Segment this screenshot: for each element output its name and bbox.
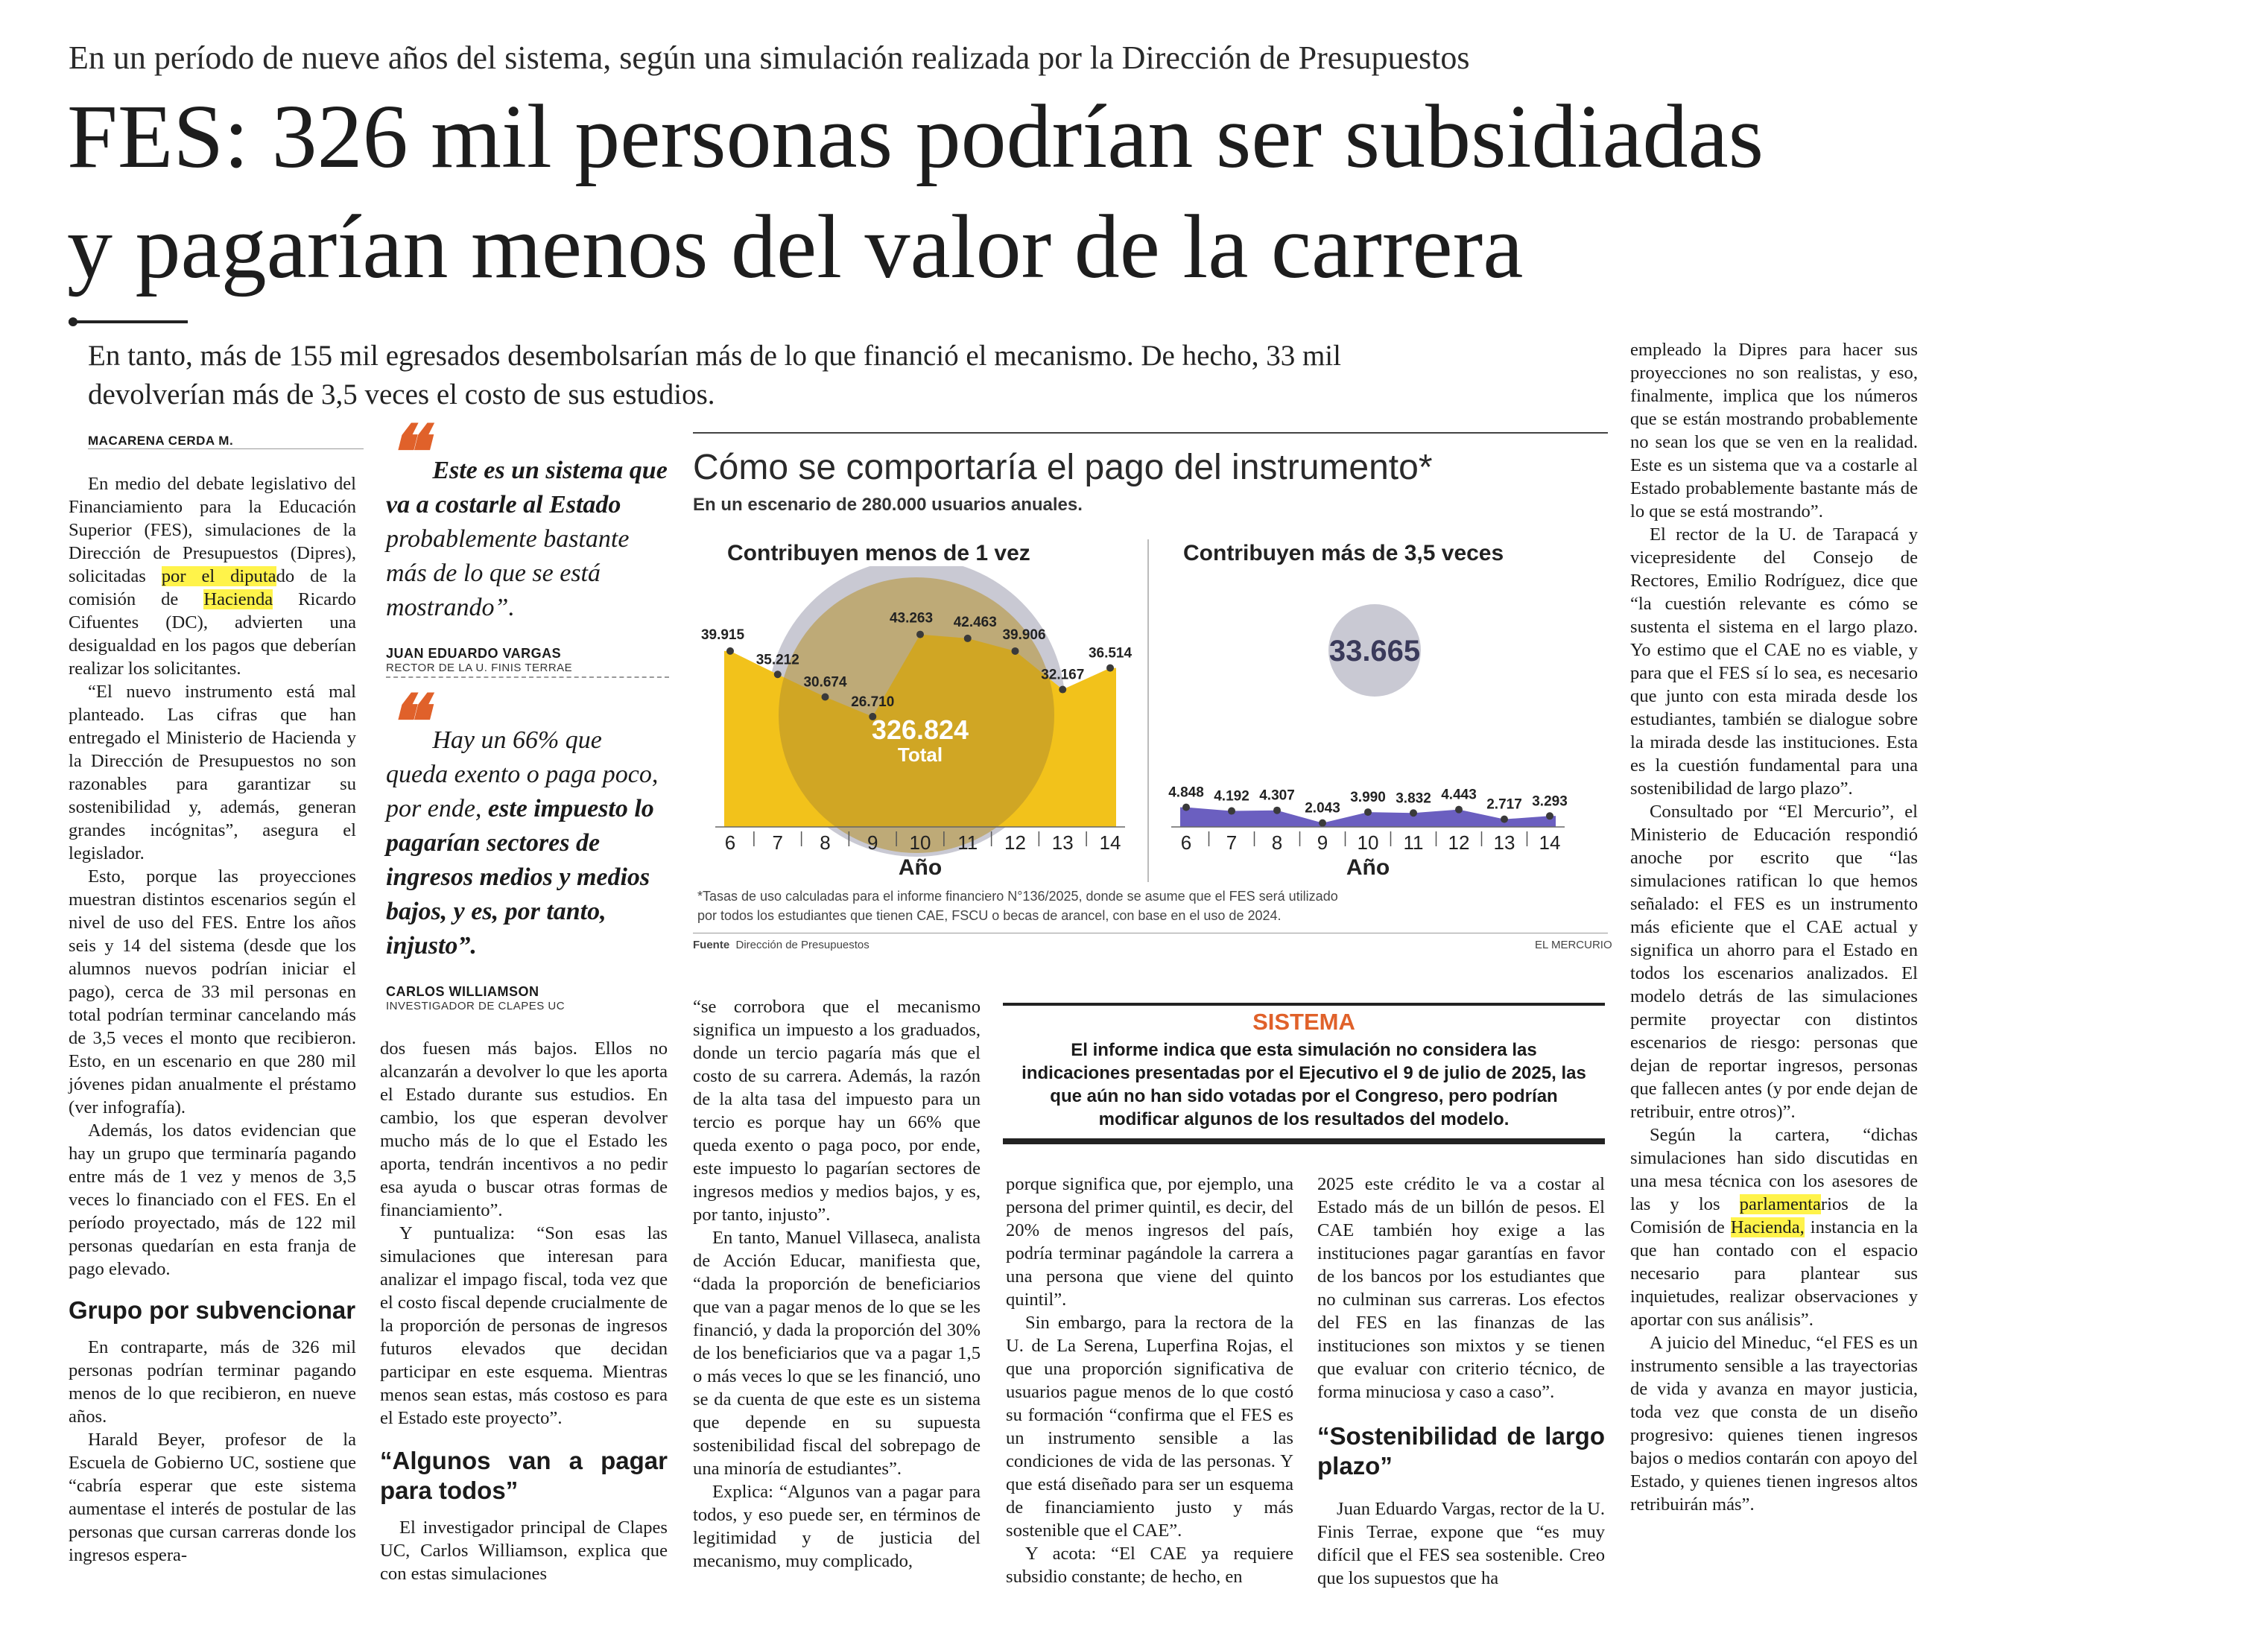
quote-mark-icon: ❝	[386, 412, 426, 495]
paragraph: Sin embargo, para la rectora de la U. de La Serena, Luperfina Rojas, el que una proporción significativa de usuarios pague menos de lo que costó su formación “confirma que el FES es un instrumento sensible a las condiciones de vida de las personas. Y que está diseñado para ser un esquema de financiamiento justo y más sostenible que el CAE”.	[1006, 1313, 1293, 1541]
paragraph: “se corrobora que el mecanismo significa un impuesto a los graduados, donde un tercio pagaría más que el costo de su carrera. Además, la razón de la alta tasa del impuesto para un tercio es porque hay un 66% que queda exento o paga poco, por ende, este impuesto lo pagarían sectores de ingresos medios y medios bajos, y es, por tanto, injusto”.	[693, 997, 981, 1225]
paragraph: El investigador principal de Clapes UC, Carlos Williamson, explica que con estas simulaciones	[380, 1518, 668, 1584]
paragraph: A juicio del Mineduc, “el FES es un instrumento sensible a las trayectorias de vida y avanza en mayor justicia, toda vez que consta de un diseño progresivo: quienes tienen ingresos bajos o medios contarán con apoyo del Estado, y quienes tienen ingresos altos retribuirán más”.	[1630, 1333, 1918, 1515]
text-run: Según la cartera, “dichas simulaciones han sido discutidas en una mesa técnica con los asesores de las y los	[1630, 1125, 1918, 1214]
data-label: 30.674	[803, 674, 847, 691]
x-tick-label: 12	[1004, 831, 1026, 854]
x-tick-label: 11	[957, 831, 978, 854]
data-point	[822, 694, 829, 701]
article-column-6	[1630, 338, 1918, 1516]
subheading: Grupo por subvencionar	[69, 1296, 356, 1324]
chart-panel-more-than-3-5	[1168, 604, 1568, 880]
data-point	[1364, 808, 1372, 816]
x-tick-label: 7	[1226, 831, 1238, 854]
quote-emphasis: este impuesto lo pagarían sectores de ingresos medios y medios bajos, y es, por tanto, injusto”.	[386, 795, 654, 960]
x-tick-label: 13	[1493, 831, 1515, 854]
x-tick-label: 7	[772, 831, 783, 854]
x-tick-label: 13	[1051, 831, 1074, 854]
pull-quote-1	[386, 412, 669, 674]
divider	[386, 676, 669, 678]
paragraph: El rector de la U. de Tarapacá y vicepresidente del Consejo de Rectores, Emilio Rodríguez, dice que “la cuestión relevante es cómo se sustenta el sistema en el largo plazo. Yo estimo que el CAE no es viable, y para que el FES sí lo sea, es necesario que junto con esta mirada desde los estudiantes, también se dialogue sobre la mirada desde las instituciones. Esta es la cuestión fundamental para una sostenibilidad de largo plazo”.	[1630, 524, 1918, 799]
infographic-top-rule	[693, 432, 1608, 434]
sistema-title: SISTEMA	[1252, 1009, 1355, 1035]
x-tick-label: 14	[1099, 831, 1121, 854]
paragraph: Y acota: “El CAE ya requiere subsidio constante; de hecho, en	[1006, 1544, 1293, 1587]
article-column-5	[1317, 1173, 1605, 1590]
sistema-text: El informe indica que esta simulación no considera las indicaciones presentadas por el Ejecutivo el 9 de julio de 2025, las que aún no han sido votadas por el Congreso, pero podrían modificar algunos de los resultados del modelo.	[1021, 1040, 1586, 1129]
byline: MACARENA CERDA M.	[88, 434, 234, 448]
infographic-chart	[693, 566, 1608, 894]
headline-rule	[69, 320, 188, 323]
total-label: Total	[897, 743, 943, 766]
sistema-bottom-rule	[1003, 1138, 1605, 1144]
x-tick-label: 10	[1357, 831, 1379, 854]
x-axis-label: Año	[898, 855, 943, 880]
data-point	[1228, 808, 1235, 815]
byline-rule	[88, 448, 364, 449]
infographic-footnote	[697, 887, 1338, 925]
paragraph: “El nuevo instrumento está mal planteado. Las cifras que han entregado el Ministerio de Hacienda y la Dirección de Presupuestos no son razonables para garantizar su sostenibilidad y, además, generan grandes incógnitas”, asegura el legislador.	[69, 682, 356, 863]
data-label: 2.717	[1486, 796, 1522, 813]
panel-title-left: Contribuyen menos de 1 vez	[727, 541, 1030, 565]
paragraph: dos fuesen más bajos. Ellos no alcanzarán a devolver lo que les aporta el Estado durante sus estudios. En cambio, los que esperan devolver mucho más de lo que el Estado les aporta, tendrán incentivos a no pedir esa ayuda o buscar otras formas de financiamiento”.	[380, 1039, 668, 1220]
data-label: 32.167	[1041, 667, 1085, 683]
data-label: 4.192	[1214, 788, 1249, 805]
data-point	[1501, 816, 1508, 823]
headline-line-2: y pagarían menos del valor de la carrera	[67, 197, 1524, 297]
data-point	[1410, 809, 1417, 816]
x-tick-label: 6	[724, 831, 736, 854]
x-tick-label: 10	[909, 831, 931, 854]
highlighted-text: Hacienda	[203, 589, 273, 609]
paragraph: Harald Beyer, profesor de la Escuela de Gobierno UC, sostiene que “cabría esperar que este sistema aumentase el interés de postular de las personas que cursan carreras donde los ingresos espera-	[69, 1430, 356, 1565]
data-label: 42.463	[953, 614, 997, 630]
quote-author: CARLOS WILLIAMSON	[386, 984, 539, 999]
highlighted-text: por el diputa	[161, 566, 276, 586]
data-point	[774, 670, 782, 678]
highlighted-text: Hacienda,	[1730, 1217, 1805, 1237]
data-label: 4.443	[1441, 787, 1477, 803]
paragraph: empleado la Dipres para hacer sus proyecciones no son realistas, y eso, finalmente, implica que los números que se están mostrando probablemente no sean los que se ven en la realidad. Este es un sistema que va a costarle al Estado probablemente bastante más de lo que se está mostrando”.	[1630, 340, 1918, 521]
x-axis-label: Año	[1346, 855, 1390, 880]
subheading: “Sostenibilidad de largo plazo”	[1317, 1422, 1605, 1480]
quote-author: JUAN EDUARDO VARGAS	[386, 646, 562, 661]
headline-rule-dot	[69, 317, 77, 326]
data-label: 4.307	[1259, 787, 1295, 804]
data-label: 43.263	[889, 610, 934, 627]
source-text: Dirección de Presupuestos	[735, 939, 869, 951]
x-tick-label: 9	[1317, 831, 1328, 854]
text-run: En medio del debate legislativo del Financiamiento para la Educación Superior (FES), simulaciones de la Dirección de Presupuestos (Dipres), solicitadas	[69, 474, 356, 586]
summary	[88, 337, 1608, 414]
article-column-3	[693, 995, 981, 1573]
paragraph: Juan Eduardo Vargas, rector de la U. Finis Terrae, expone que “es muy difícil que el FES sea sostenible. Creo que los supuestos que ha	[1317, 1499, 1605, 1588]
data-point	[1546, 812, 1553, 819]
infographic-title: Cómo se comportaría el pago del instrumento*	[693, 448, 1433, 487]
headline	[67, 82, 2004, 302]
x-tick-label: 14	[1539, 831, 1561, 854]
x-tick-label: 9	[867, 831, 878, 854]
article-column-1	[69, 472, 356, 1567]
summary-line-1: En tanto, más de 155 mil egresados desembolsarían más de lo que financió el mecanismo. De hecho, 33 mil	[88, 340, 1341, 372]
article-column-4	[1006, 1173, 1293, 1588]
footnote-line: *Tasas de uso calculadas para el informe financiero N°136/2025, donde se asume que el FES será utilizado	[697, 889, 1338, 904]
paragraph: 2025 este crédito le va a costar al Estado más de un billón de pesos. El CAE también hoy exige a las instituciones pagar garantías en favor de los bancos por los estudiantes que no culminan sus carreras. Los efectos del FES en las finanzas de las instituciones son mixtos y se tienen que evaluar con criterio técnico, de forma minuciosa y caso a caso”.	[1317, 1174, 1605, 1402]
article-column-2	[380, 1037, 668, 1585]
chart-panel-less-than-1	[701, 566, 1133, 880]
summary-line-2: devolverían más de 3,5 veces el costo de sus estudios.	[88, 378, 715, 410]
data-point	[1319, 819, 1326, 827]
paragraph: En tanto, Manuel Villaseca, analista de Acción Educar, manifiesta que, “dada la proporción de beneficiarios que van a pagar menos de lo que se les financió, y dada la proporción del 30% de los beneficiarios que va a pagar 1,5 o más veces lo que se les financió, uno se da cuenta de que este es un sistema que depende en su supuesta sostenibilidad fiscal del sobrepago de una minoría de estudiantes”.	[693, 1228, 981, 1479]
data-point	[726, 647, 734, 655]
source-label: Fuente	[693, 939, 730, 951]
text-run: do de la comisión de	[69, 566, 357, 609]
data-point	[1012, 647, 1019, 655]
x-tick-label: 12	[1448, 831, 1470, 854]
total-value: 33.665	[1328, 635, 1421, 668]
paragraph: porque significa que, por ejemplo, una persona del primer quintil, es decir, del 20% de menos ingresos del país, podría terminar pagándole la carrera a una persona que viene del quinto quintil”.	[1006, 1174, 1293, 1310]
data-point	[1455, 806, 1463, 814]
x-tick-label: 6	[1180, 831, 1192, 854]
publisher-credit: EL MERCURIO	[1535, 939, 1612, 951]
subheading: “Algunos van a pagar para todos”	[380, 1447, 668, 1504]
data-label: 39.906	[1002, 627, 1046, 643]
paragraph	[69, 472, 356, 680]
x-tick-label: 11	[1403, 831, 1424, 854]
paragraph: Y puntualiza: “Son esas las simulaciones que interesan para analizar el impago fiscal, toda vez que el costo fiscal depende crucialmente de la proporción de personas de ingresos futuros elevados que decidan participar en este esquema. Mientras menos sean estas, más costoso es para el Estado este proyecto”.	[380, 1223, 668, 1428]
data-point	[964, 635, 972, 642]
paragraph: Además, los datos evidencian que hay un grupo que terminaría pagando entre más de 1 vez y menos de 3,5 veces lo financiado con el FES. En el período proyectado, más de 122 mil personas quedarían en esta franja de pago elevado.	[69, 1120, 356, 1279]
quote-text	[386, 412, 669, 625]
infographic-subtitle: En un escenario de 280.000 usuarios anuales.	[693, 495, 1083, 515]
data-point	[1182, 804, 1190, 811]
pull-quote-2	[386, 682, 669, 1012]
data-label: 36.514	[1088, 645, 1133, 662]
data-label: 26.710	[851, 694, 895, 710]
x-tick-label: 8	[820, 831, 831, 854]
text-run: instancia en la que han contado con el espacio necesario para plantear sus inquietudes, realizar observaciones y aportar con sus análisis”.	[1630, 1217, 1918, 1330]
total-value: 326.824	[871, 714, 969, 745]
x-tick-label: 8	[1271, 831, 1283, 854]
data-point	[1273, 807, 1281, 814]
data-label: 3.293	[1532, 793, 1568, 810]
paragraph: Consultado por “El Mercurio”, el Ministerio de Educación respondió anoche por escrito que “las simulaciones ratifican lo que hemos señalado: el FES es un instrumento más eficiente que el CAE actual y significa un ahorro para el Estado en todos los escenarios analizados. El modelo detrás de las simulaciones permite proyectar con distintos escenarios de riesgo: personas que dejan de reportar ingresos, personas que fallecen antes (y por ende dejan de retribuir, entre otros)”.	[1630, 802, 1918, 1122]
text-run: probablemente bastante más de lo que se está mostrando”.	[386, 525, 630, 621]
paragraph: Explica: “Algunos van a pagar para todos, y eso puede ser, en términos de legitimidad y de justicia del mecanismo, muy complicado,	[693, 1482, 981, 1571]
quote-mark-icon: ❝	[386, 682, 426, 764]
infographic-source	[693, 939, 869, 951]
kicker: En un período de nueve años del sistema, según una simulación realizada por la Dirección de Presupuestos	[69, 39, 1470, 76]
data-point	[916, 631, 924, 638]
text-run: Ricardo Cifuentes (DC), advierten una desigualdad en los pagos que deberían realizar los solicitantes.	[69, 589, 356, 679]
data-label: 3.832	[1396, 790, 1431, 807]
highlighted-text: parlamenta	[1739, 1194, 1821, 1214]
footnote-line: por todos los estudiantes que tienen CAE, FSCU o becas de arancel, con base en el uso de 2024.	[697, 908, 1282, 923]
data-label: 3.990	[1350, 790, 1386, 806]
paragraph: Esto, porque las proyecciones muestran distintos escenarios según el nivel de uso del FES. Entre los años seis y 14 del sistema (desde que los alumnos nuevos podrían iniciar el pago), cerca de 33 mil personas en total podrían terminar cancelando más de 3,5 veces el monto que recibieron. Esto, en un escenario en que 280 mil jóvenes pidan anualmente el préstamo (ver infografía).	[69, 866, 356, 1117]
text-run: rios de la Comisión de	[1630, 1194, 1919, 1237]
quote-emphasis: Este es un sistema que va a costarle al Estado	[386, 457, 668, 519]
quote-text	[386, 682, 669, 963]
data-label: 4.848	[1168, 784, 1204, 801]
data-label: 2.043	[1305, 800, 1340, 816]
paragraph: En contraparte, más de 326 mil personas podrían terminar pagando menos de lo que recibieron, en nueve años.	[69, 1337, 356, 1427]
data-point	[1059, 686, 1066, 694]
sistema-top-rule	[1003, 1003, 1605, 1006]
paragraph	[1630, 1123, 1918, 1331]
text-run: Hay un 66% que queda exento o paga poco, por ende,	[386, 726, 659, 822]
headline-line-1: FES: 326 mil personas podrían ser subsidiadas	[67, 86, 1764, 187]
data-point	[1106, 665, 1114, 672]
quote-author-role: INVESTIGADOR DE CLAPES UC	[386, 1000, 566, 1012]
quote-author-role: RECTOR DE LA U. FINIS TERRAE	[386, 662, 573, 674]
data-label: 35.212	[756, 652, 799, 668]
panel-title-right: Contribuyen más de 3,5 veces	[1183, 541, 1504, 565]
data-label: 39.915	[700, 627, 745, 643]
